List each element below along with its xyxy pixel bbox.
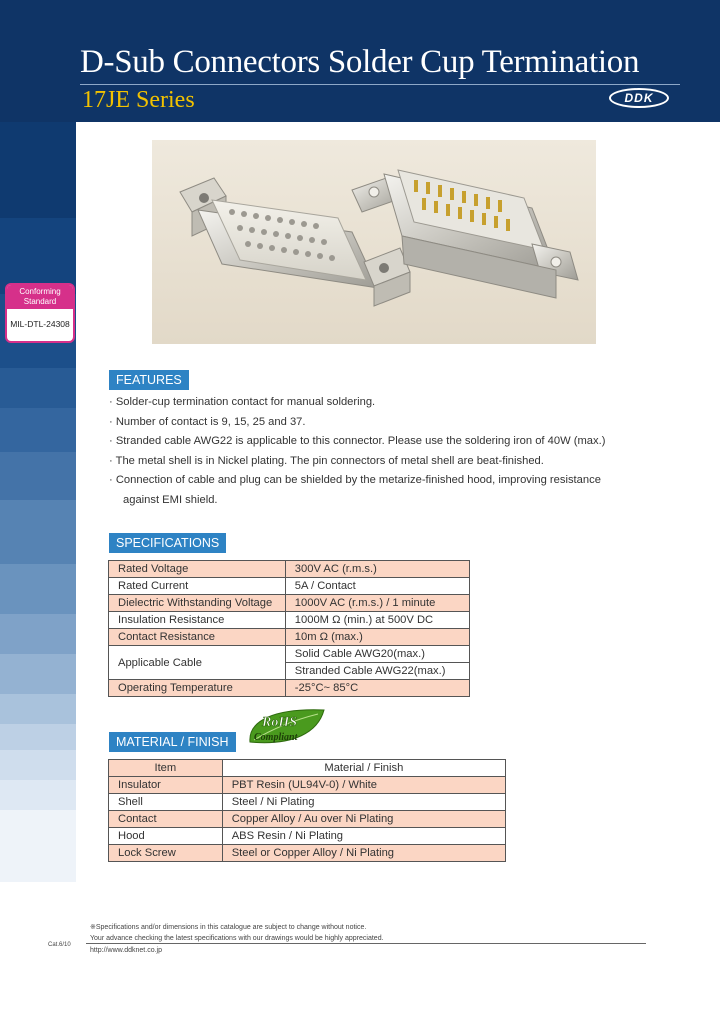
- table-row: [109, 828, 506, 845]
- spec-value: Stranded Cable AWG22(max.): [285, 663, 469, 680]
- material-finish: PBT Resin (UL94V-0) / White: [222, 777, 505, 794]
- spec-label: Dielectric Withstanding Voltage: [109, 595, 286, 612]
- material-heading: MATERIAL / FINISH: [109, 732, 236, 752]
- material-item: Contact: [109, 811, 223, 828]
- left-gradient-stripe: [0, 122, 76, 882]
- feature-item-continuation: against EMI shield.: [123, 493, 218, 506]
- column-header-material: Material / Finish: [222, 760, 505, 777]
- website-link[interactable]: http://www.ddknet.co.jp: [90, 947, 162, 954]
- column-header-item: Item: [109, 760, 223, 777]
- conforming-standard-badge: [5, 283, 75, 343]
- table-row: [109, 629, 470, 646]
- title-rule: [80, 84, 680, 85]
- feature-item: · Stranded cable AWG22 is applicable to this connector. Please use the soldering iron of 40W (max.): [109, 435, 606, 447]
- header-band: [0, 0, 720, 122]
- table-row: [109, 794, 506, 811]
- series-name: 17JE Series: [82, 87, 195, 113]
- spec-value: 1000M Ω (min.) at 500V DC: [285, 612, 469, 629]
- page-title: D-Sub Connectors Solder Cup Termination: [80, 44, 640, 80]
- product-photo: [152, 140, 596, 344]
- badge-header: [7, 285, 73, 309]
- material-item: Lock Screw: [109, 845, 223, 862]
- feature-item: · Number of contact is 9, 15, 25 and 37.: [109, 415, 306, 428]
- connector-illustration: [152, 140, 596, 344]
- spec-value: Solid Cable AWG20(max.): [285, 646, 469, 663]
- spec-label: Contact Resistance: [109, 629, 286, 646]
- badge-line1: Conforming: [19, 287, 61, 296]
- table-row: [109, 680, 470, 697]
- spec-label: Operating Temperature: [109, 680, 286, 697]
- spec-value: 5A / Contact: [285, 578, 469, 595]
- features-heading: FEATURES: [109, 370, 189, 390]
- specifications-table: [108, 560, 470, 697]
- table-row: [109, 777, 506, 794]
- table-row: [109, 578, 470, 595]
- material-finish: ABS Resin / Ni Plating: [222, 828, 505, 845]
- table-row: [109, 646, 470, 663]
- spec-value: 300V AC (r.m.s.): [285, 561, 469, 578]
- material-finish: Steel or Copper Alloy / Ni Plating: [222, 845, 505, 862]
- rohs-line2: Compliant: [254, 732, 298, 743]
- material-item: Insulator: [109, 777, 223, 794]
- material-item: Shell: [109, 794, 223, 811]
- footnote-line1: ※Specifications and/or dimensions in this catalogue are subject to change without notice.: [90, 924, 367, 931]
- table-header-row: [109, 760, 506, 777]
- footer-rule: [86, 943, 646, 944]
- footnote-line2: Your advance checking the latest specifications with our drawings would be highly appreciated.: [90, 935, 384, 942]
- ddk-logo: DDK: [609, 88, 669, 108]
- badge-line2: Standard: [23, 297, 57, 306]
- features-list: [109, 393, 689, 510]
- footnote: [90, 922, 384, 944]
- material-finish: Steel / Ni Plating: [222, 794, 505, 811]
- spec-label: Insulation Resistance: [109, 612, 286, 629]
- material-table: [108, 759, 506, 862]
- material-finish: Copper Alloy / Au over Ni Plating: [222, 811, 505, 828]
- spec-label: Rated Current: [109, 578, 286, 595]
- table-row: [109, 595, 470, 612]
- rohs-line1: RoHS: [262, 715, 298, 730]
- spec-value: 1000V AC (r.m.s.) / 1 minute: [285, 595, 469, 612]
- feature-item: · Connection of cable and plug can be shielded by the metarize-finished hood, improving resistance: [109, 474, 601, 486]
- specifications-heading: SPECIFICATIONS: [109, 533, 226, 553]
- spec-value: -25°C~ 85°C: [285, 680, 469, 697]
- feature-item: · Solder-cup termination contact for manual soldering.: [109, 396, 376, 408]
- rohs-leaf-icon: [244, 706, 328, 748]
- table-row: [109, 845, 506, 862]
- badge-standard: MIL-DTL-24308: [10, 319, 70, 329]
- table-row: [109, 811, 506, 828]
- spec-label: Applicable Cable: [109, 646, 286, 680]
- feature-item: · The metal shell is in Nickel plating. The pin connectors of metal shell are beat-finished.: [109, 454, 544, 467]
- catalog-number: Cat.6/10: [48, 942, 71, 948]
- table-row: [109, 561, 470, 578]
- table-row: [109, 612, 470, 629]
- spec-label: Rated Voltage: [109, 561, 286, 578]
- spec-value: 10m Ω (max.): [285, 629, 469, 646]
- material-item: Hood: [109, 828, 223, 845]
